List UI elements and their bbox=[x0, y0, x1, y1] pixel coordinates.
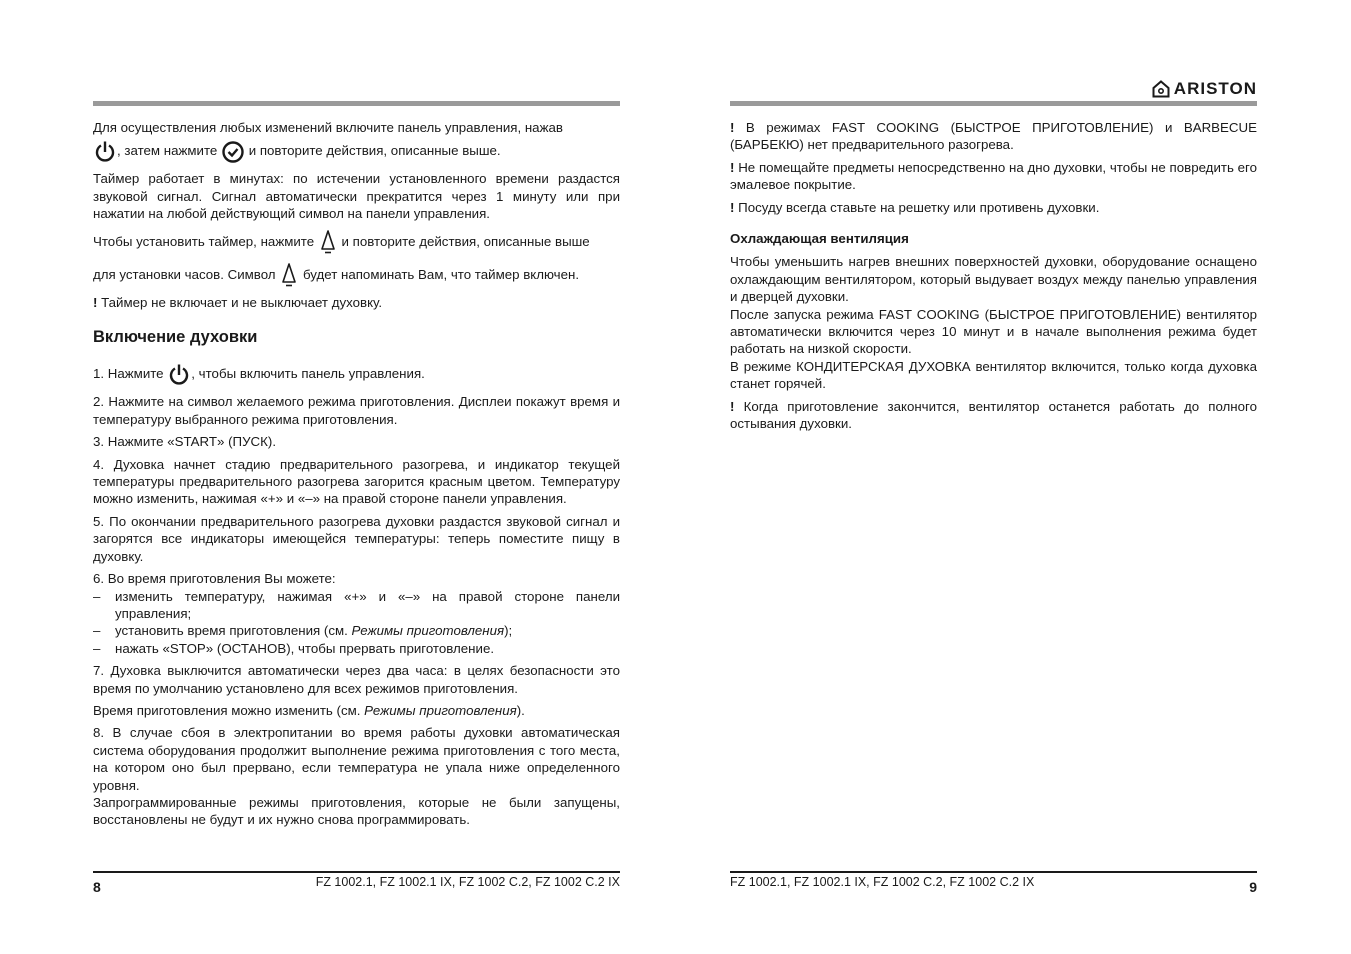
bell-icon bbox=[318, 229, 338, 255]
step-5: 5. По окончании предварительного разогрева духовки раздастся звуковой сигнал и загорятся все индикаторы имеющейся температуры: теперь поместите пищу в духовку. bbox=[93, 513, 620, 564]
brand-logo: ARISTON bbox=[1152, 79, 1257, 99]
model-list: FZ 1002.1, FZ 1002.1 IX, FZ 1002 C.2, FZ 1002 C.2 IX bbox=[315, 875, 620, 889]
paragraph-intro: Для осуществления любых изменений включите панель управления, нажав bbox=[93, 120, 563, 135]
heading-oven-on: Включение духовки bbox=[93, 328, 258, 347]
clock-icon bbox=[221, 140, 245, 164]
house-logo-icon bbox=[1152, 80, 1170, 98]
step-4: 4. Духовка начнет стадию предварительного разогрева, и индикатор текущей температуры предварительного разогрева загорится красным цветом. Температуру можно изменить, нажимая «+» и «–» на правой стороне панели управления. bbox=[93, 456, 620, 507]
step-1: 1. Нажмите , чтобы включить панель управления. bbox=[93, 360, 620, 388]
bottom-rule bbox=[93, 871, 620, 873]
note-oven-bottom: ! Не помещайте предметы непосредственно на дно духовки, чтобы не повредить его эмалевое покрытие. bbox=[730, 159, 1257, 193]
bottom-rule bbox=[730, 871, 1257, 873]
top-rule bbox=[730, 101, 1257, 106]
step-7: 7. Духовка выключится автоматически через два часа: в целях безопасности это время по умолчанию установлено для всех режимов приготовления. bbox=[93, 663, 620, 696]
note-fan-after: ! Когда приготовление закончится, вентилятор останется работать до полного остывания духовки. bbox=[730, 398, 1257, 432]
note-timer: ! Таймер не включает и не выключает духовку. bbox=[93, 294, 383, 310]
left-page bbox=[93, 0, 620, 954]
step-6: 6. Во время приготовления Вы можете: bbox=[93, 571, 336, 587]
power-icon bbox=[167, 363, 191, 387]
step-2: 2. Нажмите на символ желаемого режима приготовления. Дисплеи покажут время и температуру выбранного режима приготовления. bbox=[93, 394, 620, 427]
right-page bbox=[730, 0, 1257, 954]
model-list: FZ 1002.1, FZ 1002.1 IX, FZ 1002 C.2, FZ 1002 C.2 IX bbox=[730, 875, 1035, 889]
top-rule bbox=[93, 101, 620, 106]
paragraph-cooling-3: В режиме КОНДИТЕРСКАЯ ДУХОВКА вентилятор включится, только когда духовка станет горячей. bbox=[730, 358, 1257, 392]
note-rack: ! Посуду всегда ставьте на решетку или противень духовки. bbox=[730, 199, 1100, 215]
right-page-content bbox=[730, 119, 1257, 438]
power-icon bbox=[93, 140, 117, 164]
paragraph-timer-set: Чтобы установить таймер, нажмите и повторите действия, описанные выше bbox=[93, 228, 620, 256]
bell-icon bbox=[279, 262, 299, 288]
list-item: – изменить температуру, нажимая «+» и «–» на правой стороне панели управления; bbox=[93, 588, 620, 621]
step-3: 3. Нажмите «START» (ПУСК). bbox=[93, 434, 277, 450]
step-8: 8. В случае сбоя в электропитании во время работы духовки автоматическая система оборудования продолжит выполнение режима приготовления с того места, на котором оно был прервано, если температура не упала ниже определенного уровня. bbox=[93, 725, 620, 793]
paragraph-timer: Таймер работает в минутах: по истечении установленного времени раздастся звуковой сигнал. Сигнал автоматически прекратится через 1 минуту или при нажатии на любой действующий символ на панели управления. bbox=[93, 171, 620, 222]
heading-cooling-fan: Охлаждающая вентиляция bbox=[730, 231, 909, 247]
paragraph-cooling-1: Чтобы уменьшить нагрев внешних поверхностей духовки, оборудование оснащено охлаждающим вентилятором, который выдувает воздух между панелью управления и дверцей духовки. bbox=[730, 254, 1257, 305]
list-item: – установить время приготовления (см. Режимы приготовления); bbox=[93, 623, 513, 639]
step-7-note: Время приготовления можно изменить (см. Режимы приготовления). bbox=[93, 702, 525, 718]
step-8-note: Запрограммированные режимы приготовления, которые не были запущены, восстановлены не будут и их нужно снова программировать. bbox=[93, 794, 620, 828]
paragraph-timer-symbol: для установки часов. Символ будет напоминать Вам, что таймер включен. bbox=[93, 261, 620, 289]
paragraph-cooling-2: После запуска режима FAST COOKING (БЫСТРОЕ ПРИГОТОВЛЕНИЕ) вентилятор автоматически включится через 10 минут и в начале выполнения режима будет работать на низкой скорости. bbox=[730, 306, 1257, 357]
note-fast-cooking: ! В режимах FAST COOKING (БЫСТРОЕ ПРИГОТОВЛЕНИЕ) и BARBECUE (БАРБЕКЮ) нет предварительного разогрева. bbox=[730, 120, 1257, 153]
page-number: 8 bbox=[93, 879, 101, 895]
list-item: – нажать «STOP» (ОСТАНОВ), чтобы прервать приготовление. bbox=[93, 640, 495, 656]
paragraph-intro-icons: , затем нажмите и повторите действия, описанные выше. bbox=[93, 137, 620, 165]
page-number: 9 bbox=[1249, 879, 1257, 895]
left-page-content bbox=[93, 119, 620, 834]
